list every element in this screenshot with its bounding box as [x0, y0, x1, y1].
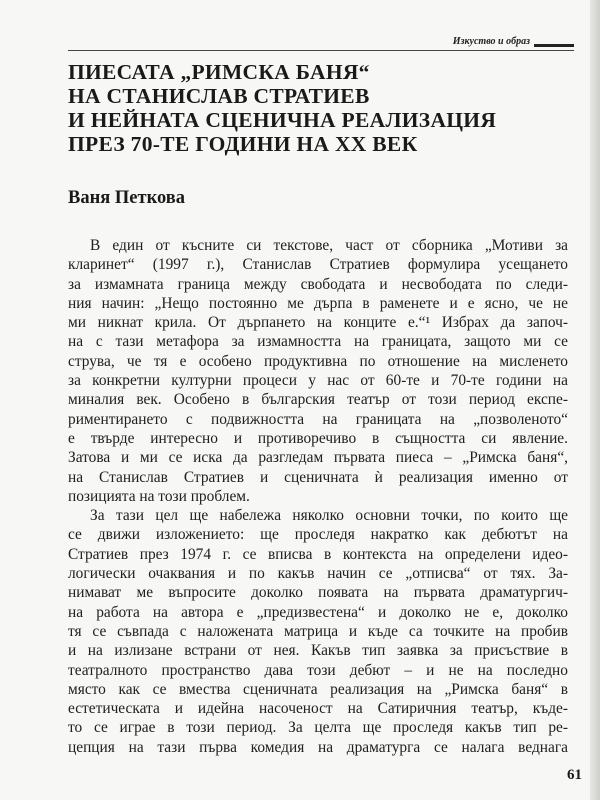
- text-line: за конкретни културни процеси у нас от 60-те и 70-те години на: [68, 372, 568, 390]
- text-line: струва, че тя е особено продуктивна по отношение на мисленето: [68, 352, 568, 370]
- text-line: на работа на автора е „предизвестена“ и доколко не е, доколко: [68, 603, 568, 621]
- page-edge-shadow: [590, 0, 600, 800]
- article-title: [68, 60, 568, 156]
- running-head-text: Изкуство и образ: [452, 36, 530, 47]
- title-line: ПРЕЗ 70-ТЕ ГОДИНИ НА XX ВЕК: [68, 132, 418, 156]
- text-line: миналия век. Особено в българския театър от този период експе-: [68, 391, 568, 409]
- text-line: В един от късните си текстове, част от сборника „Мотиви за: [90, 237, 568, 254]
- text-line: на с тази метафора за измамността на границата, защото ми се: [68, 333, 568, 351]
- text-line: За тази цел ще набележа няколко основни точки, по които ще: [90, 507, 568, 525]
- article-body: [68, 236, 568, 757]
- title-line: И НЕЙНАТА СЦЕНИЧНА РЕАЛИЗАЦИЯ: [68, 108, 497, 132]
- running-head: [68, 36, 574, 50]
- paragraph-1: [68, 236, 568, 506]
- text-line: и на излизане встрани от нея. Какъв тип заявка за присъствие в: [68, 642, 568, 660]
- text-line: риментирането с подвижността на границата на „позволеното“: [68, 410, 568, 428]
- text-line: естетическата и идейна насоченост на Сатиричния театър, къде-: [68, 700, 568, 718]
- text-line: то се играе в този период. За целта ще проследя какъв тип ре-: [68, 719, 568, 737]
- text-line: логически очаквания и по какъв начин се „отписва“ от тях. За-: [68, 565, 568, 583]
- text-line: нимават ме въпросите доколко появата на първата драматургич-: [68, 584, 568, 602]
- text-line: цепция на тази първа комедия на драматурга се налага веднага: [68, 738, 568, 756]
- text-line: за измамната граница между свободата и несвободата по следи-: [68, 275, 568, 293]
- text-line: се движи изложението: ще проследя накратко как дебютът на: [68, 526, 568, 544]
- text-line: ми никнат крила. От дърпането на конците е.“¹ Избрах да започ-: [68, 314, 568, 332]
- title-line: НА СТАНИСЛАВ СТРАТИЕВ: [68, 84, 370, 108]
- paragraph-2: [68, 506, 568, 757]
- page-number: 61: [567, 767, 582, 783]
- text-line: на Станислав Стратиев и сценичната ѝ реализация именно от: [68, 468, 568, 486]
- author-name: Ваня Петкова: [68, 188, 186, 208]
- text-line: позицията на този проблем.: [68, 487, 250, 505]
- running-head-line: [68, 50, 574, 51]
- text-line: Затова и ми се иска да разгледам първата пиеса – „Римска баня“,: [68, 449, 568, 467]
- text-line: тя се съвпада с наложената матрица и къде са точките на пробив: [68, 622, 568, 640]
- text-line: е твърде интересно и противоречиво в същността си явление.: [68, 429, 568, 447]
- text-line: ния начин: „Нещо постоянно ме дърпа в раменете и е ясно, че не: [68, 294, 568, 312]
- text-line: кларинет“ (1997 г.), Станислав Стратиев формулира усещането: [68, 256, 568, 274]
- running-head-rule: [534, 44, 574, 47]
- text-line: място как се вмества сценичната реализация на „Римска баня“ в: [68, 680, 568, 698]
- text-line: Стратиев през 1974 г. се вписва в контекста на определени идео-: [68, 545, 568, 563]
- title-line: ПИЕСАТА „РИМСКА БАНЯ“: [68, 60, 370, 84]
- text-line: театралното пространство дава този дебют – и не на последно: [68, 661, 568, 679]
